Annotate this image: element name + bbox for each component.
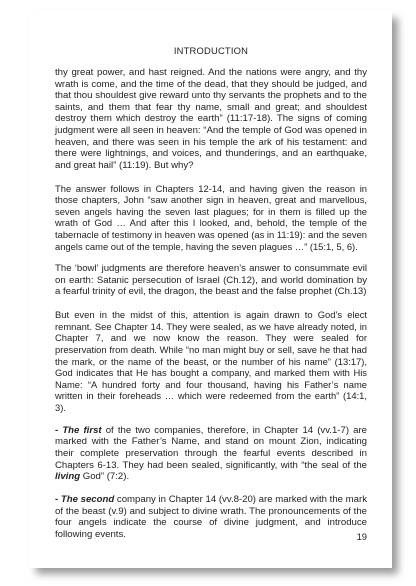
running-header: INTRODUCTION [173, 45, 249, 56]
paragraph-5 [55, 425, 367, 483]
paragraph-6-emphasis: The second [60, 493, 115, 505]
paragraph-2: The answer follows in Chapters 12-14, and having given the reason in those chapters, John “saw another sign in heaven, great and marvellous, seven angels having the seven last plagues; for in them is filled up the wrath of God … And after this I looked, and, behold, the temple of the tabernacle of testimony in heaven was opened (as in 11:19): and the seven angels came out of the temple, having the seven plagues …” (15:1, 5, 6). [55, 182, 367, 252]
paragraph-5-living: living [55, 471, 81, 483]
paragraph-5-emphasis: The first [62, 424, 102, 436]
paragraph-3: The ‘bowl’ judgments are therefore heaven’s answer to consummate evil on earth: Satanic persecution of Israel (Ch.12), and world domination by a fearful trinity of evil, the dragon, the beast and the false prophet (Ch.13) [55, 263, 367, 298]
paragraph-5-text-end: God” (7:2). [80, 471, 130, 483]
paragraph-1: thy great power, and hast reigned. And the nations were angry, and thy wrath is come, and the time of the dead, that they should be judged, and that thou shouldest give reward unto thy servants the prophets and to the saints, and them that fear thy name, small and great; and shouldest destroy them which destroy the earth” (11:17-18). The signs of coming judgment were all seen in heaven: “And the temple of God was opened in heaven, and there was seen in his temple the ark of his testament: and there were lightnings, and voices, and thunderings, and an earthquake, and great hail” (11:19). But why? [55, 67, 367, 171]
paragraph-5-text: of the two companies, therefore, in Chapter 14 (vv.1-7) are marked with the Father’s Name, and stand on mount Zion, indicating their complete preservation through the fearful events described in Chapters 6-13. They had been sealed, significantly, with “the seal of the [55, 424, 367, 471]
page-number: 19 [356, 531, 367, 542]
book-page [30, 12, 392, 568]
paragraph-6 [55, 494, 367, 540]
paragraph-6-text: company in Chapter 14 (vv.8-20) are marked with the mark of the beast (v.9) and subject to divine wrath. The pronouncements of the four angels indicate the course of divine judgment, and introduce following events. [55, 493, 368, 540]
paragraph-4: But even in the midst of this, attention is again drawn to God’s elect remnant. See Chapter 14. They were sealed, as we have already noted, in Chapter 7, and we now know the reason. They were sealed for preservation from death. While “no man might buy or sell, save he that had the mark, or the name of the beast, or the number of his name” (13:17), God indicates that He has bought a company, and marked them with His Name: “A hundred forty and four thousand, having his Father’s name written in their foreheads … which were redeemed from the earth” (14:1, 3). [55, 309, 367, 413]
paragraph-6-dash: - [55, 493, 61, 505]
paragraph-5-dash: - [55, 424, 63, 436]
